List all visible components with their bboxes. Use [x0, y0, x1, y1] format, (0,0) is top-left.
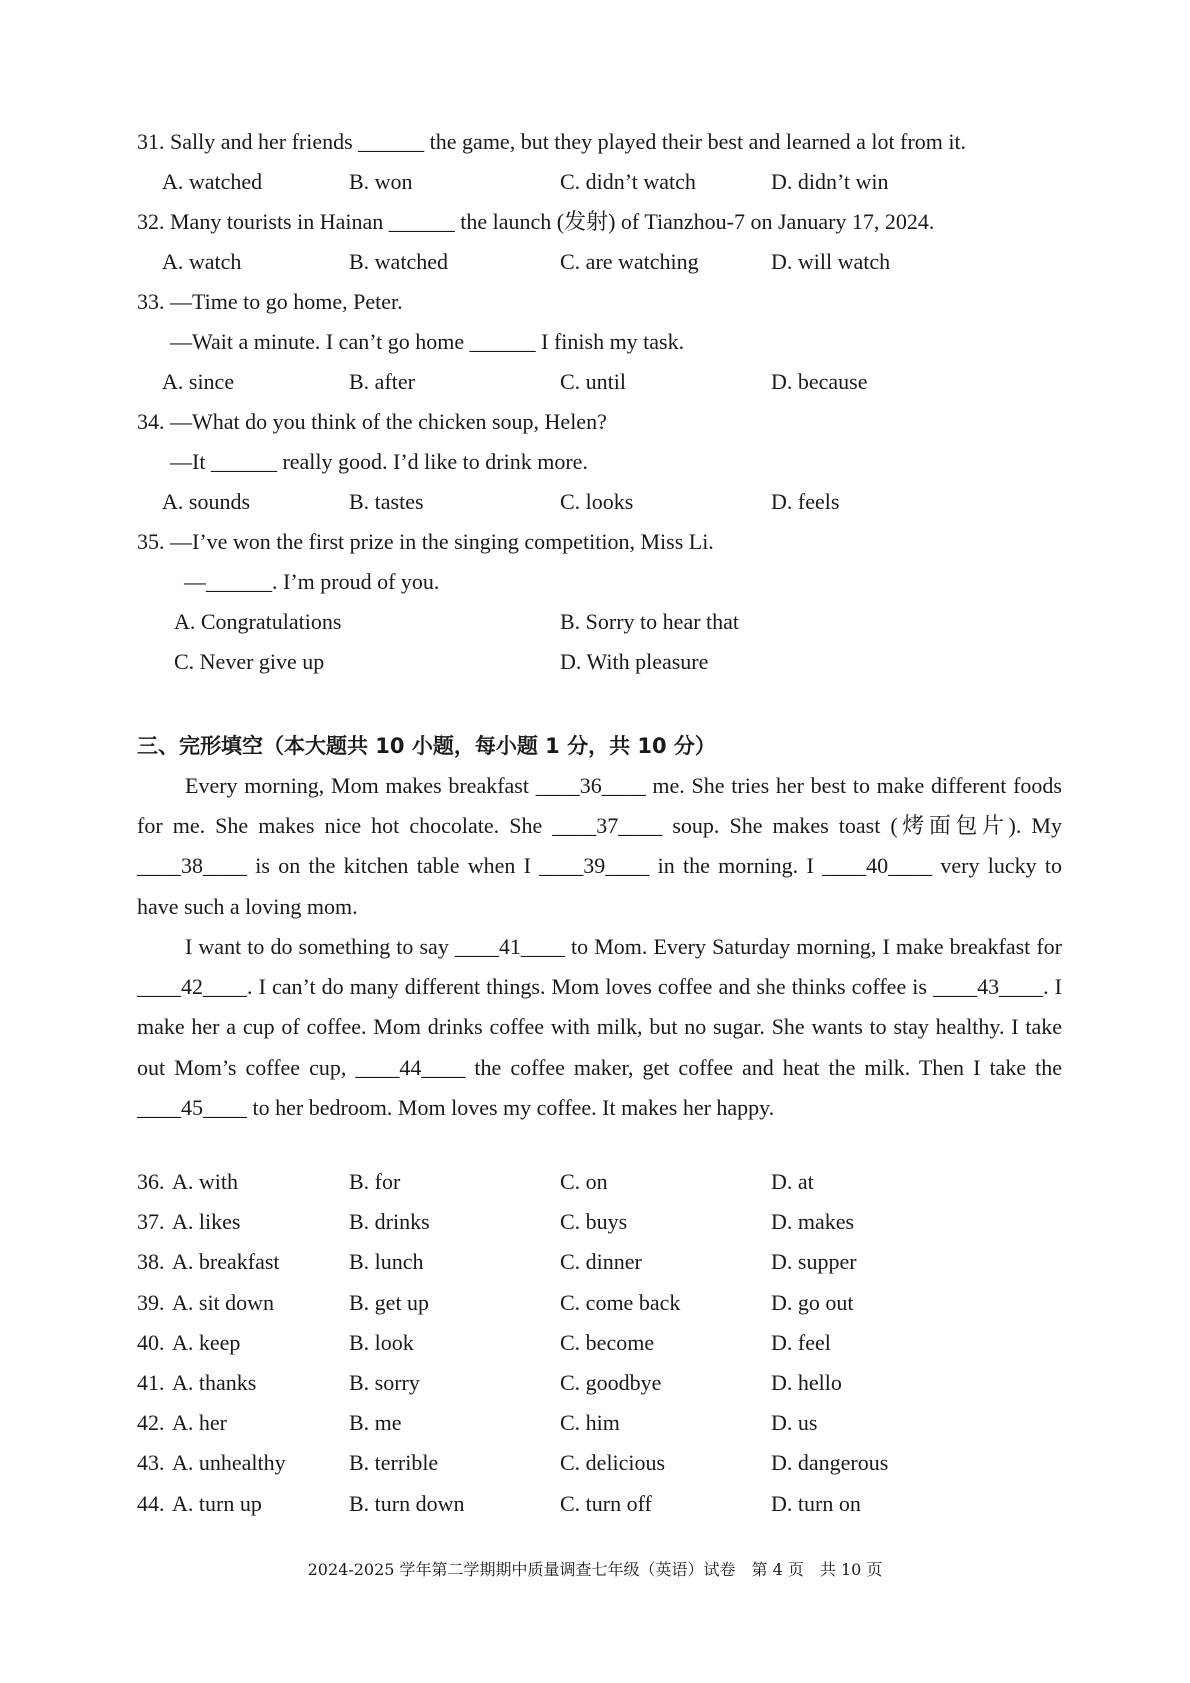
- option-d: D. didn’t win: [771, 169, 889, 194]
- cloze-question-row: [0, 1363, 1190, 1403]
- option-d: D. feel: [771, 1329, 831, 1355]
- option-b: B. after: [349, 369, 415, 394]
- option-a: A. since: [162, 369, 235, 394]
- option-c: C. dinner: [560, 1249, 642, 1275]
- question-number: 36.: [137, 1169, 165, 1194]
- option-a: A. keep: [172, 1329, 241, 1355]
- option-a: A. breakfast: [172, 1249, 280, 1275]
- option-b: B. turn down: [349, 1490, 465, 1516]
- question-32-options: [0, 242, 1190, 282]
- option-a: A. her: [172, 1410, 227, 1436]
- option-c: C. Never give up: [174, 649, 325, 674]
- option-c: C. delicious: [560, 1450, 666, 1476]
- question-number: 40.: [137, 1329, 165, 1355]
- question-34-reply: —It ______ really good. I’d like to drink more.: [170, 449, 588, 474]
- question-34-stem: 34. —What do you think of the chicken soup, Helen?: [137, 409, 607, 434]
- option-c: C. looks: [560, 489, 634, 514]
- option-a: A. sit down: [172, 1289, 275, 1315]
- option-c: C. turn off: [560, 1490, 652, 1516]
- question-33-reply: —Wait a minute. I can’t go home ______ I finish my task.: [170, 329, 685, 354]
- option-b: B. terrible: [349, 1450, 439, 1476]
- option-d: D. will watch: [771, 249, 891, 274]
- option-a: A. turn up: [172, 1490, 262, 1516]
- option-d: D. turn on: [771, 1490, 861, 1516]
- option-d: D. go out: [771, 1289, 854, 1315]
- option-c: C. buys: [560, 1209, 628, 1235]
- question-31-options: [0, 162, 1190, 202]
- option-c: C. him: [560, 1410, 620, 1436]
- question-number: 37.: [137, 1209, 165, 1235]
- question-number: 43.: [137, 1450, 165, 1476]
- option-a: A. sounds: [162, 489, 251, 514]
- option-d: D. because: [771, 369, 868, 394]
- question-34-options: [0, 482, 1190, 522]
- option-b: B. lunch: [349, 1249, 424, 1275]
- question-number: 39.: [137, 1289, 165, 1315]
- option-c: C. are watching: [560, 249, 699, 274]
- option-b: B. drinks: [349, 1209, 430, 1235]
- option-d: D. at: [771, 1169, 814, 1194]
- option-c: C. until: [560, 369, 627, 394]
- option-a: A. with: [172, 1169, 238, 1194]
- question-35-options-row-1: [0, 602, 1190, 642]
- option-b: B. get up: [349, 1289, 430, 1315]
- option-c: C. on: [560, 1169, 608, 1194]
- cloze-question-row: [0, 1443, 1190, 1483]
- option-c: C. didn’t watch: [560, 169, 696, 194]
- option-c: C. become: [560, 1329, 655, 1355]
- question-number: 44.: [137, 1490, 165, 1516]
- option-d: D. hello: [771, 1370, 842, 1395]
- option-b: B. watched: [349, 249, 448, 274]
- question-33-stem: 33. —Time to go home, Peter.: [137, 289, 403, 314]
- option-d: D. dangerous: [771, 1450, 889, 1476]
- question-35-reply: —______. I’m proud of you.: [184, 569, 440, 594]
- question-35-stem: 35. —I’ve won the first prize in the singing competition, Miss Li.: [137, 529, 714, 554]
- option-d: D. supper: [771, 1249, 857, 1275]
- option-d: D. With pleasure: [560, 649, 709, 674]
- option-d: D. feels: [771, 489, 840, 514]
- option-a: A. watched: [162, 169, 263, 194]
- question-number: 42.: [137, 1410, 165, 1436]
- option-b: B. Sorry to hear that: [560, 609, 740, 634]
- option-c: C. come back: [560, 1289, 681, 1315]
- option-b: B. me: [349, 1410, 402, 1436]
- cloze-paragraph-1: Every morning, Mom makes breakfast ____36____ me. She tries her best to make different foods for me. She makes nice hot chocolate. She ____37____ soup. She makes toast (烤面包片). My ____38____ is on the kitchen table when I ____39____ in the morning. I ____40____ very lucky to have such a loving mom.: [137, 773, 1062, 919]
- section-title: 三、完形填空（本大题共 10 小题，每小题 1 分，共 10 分）: [137, 734, 716, 758]
- option-d: D. makes: [771, 1209, 855, 1235]
- cloze-question-row: [0, 1242, 1190, 1282]
- option-b: B. for: [349, 1169, 401, 1194]
- option-a: A. unhealthy: [172, 1450, 286, 1476]
- cloze-question-row: [0, 1162, 1190, 1202]
- option-b: B. tastes: [349, 489, 424, 514]
- option-a: A. watch: [162, 249, 242, 274]
- option-b: B. sorry: [349, 1370, 420, 1395]
- option-d: D. us: [771, 1410, 818, 1436]
- option-b: B. won: [349, 169, 413, 194]
- cloze-question-row: [0, 1323, 1190, 1363]
- cloze-paragraph-2: I want to do something to say ____41____ to Mom. Every Saturday morning, I make breakfast for ____42____. I can’t do many different things. Mom loves coffee and she thinks coffee is ____43____. I make her a cup of coffee. Mom drinks coffee with milk, but no sugar. She wants to stay healthy. I take out Mom’s coffee cup, ____44____ the coffee maker, get coffee and heat the milk. Then I take the ____45____ to her bedroom. Mom loves my coffee. It makes her happy.: [137, 934, 1062, 1120]
- question-35-options-row-2: [0, 642, 1190, 682]
- option-a: A. Congratulations: [174, 609, 342, 634]
- cloze-question-row: [0, 1202, 1190, 1242]
- cloze-question-row: [0, 1484, 1190, 1524]
- cloze-question-row: [0, 1283, 1190, 1323]
- question-32-stem: 32. Many tourists in Hainan ______ the launch (发射) of Tianzhou-7 on January 17, 2024.: [137, 209, 935, 234]
- option-c: C. goodbye: [560, 1370, 662, 1395]
- option-a: A. likes: [172, 1209, 241, 1235]
- option-a: A. thanks: [172, 1370, 257, 1395]
- page-footer: 2024-2025 学年第二学期期中质量调查七年级（英语）试卷 第 4 页 共 10 页: [307, 1560, 883, 1579]
- question-33-options: [0, 362, 1190, 402]
- question-number: 41.: [137, 1370, 165, 1395]
- question-31-stem: 31. Sally and her friends ______ the game, but they played their best and learned a lot from it.: [137, 129, 967, 154]
- cloze-question-row: [0, 1403, 1190, 1443]
- option-b: B. look: [349, 1329, 414, 1355]
- question-number: 38.: [137, 1249, 165, 1275]
